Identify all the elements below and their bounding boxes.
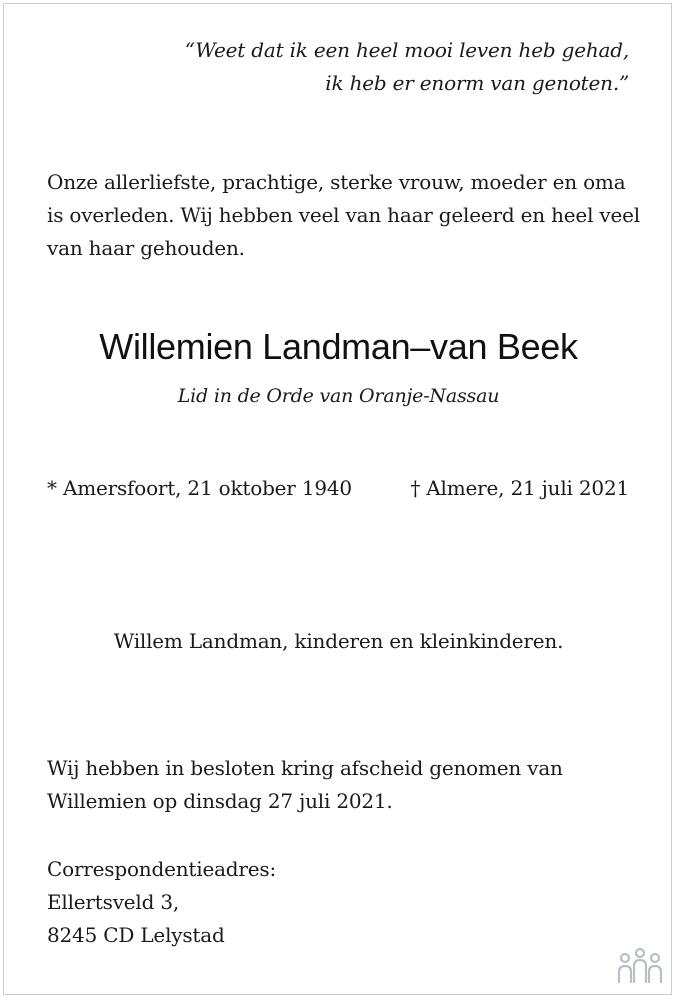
intro-line-2: is overleden. Wij hebben veel van haar geleerd en heel veel [47,203,640,227]
farewell-paragraph [47,752,563,818]
intro-line-3: van haar gehouden. [47,236,245,260]
correspondence-address [47,853,276,952]
intro-line-1: Onze allerliefste, prachtige, sterke vrouw, moeder en oma [47,170,626,194]
birth-date: * Amersfoort, 21 oktober 1940 [47,476,352,500]
deceased-name: Willemien Landman–van Beek [99,326,578,367]
intro-paragraph [47,166,640,265]
address-label: Correspondentieadres: [47,857,277,881]
family-signature: Willem Landman, kinderen en kleinkinderen. [113,629,564,653]
deceased-title: Lid in de Orde van Oranje-Nassau [177,385,500,407]
address-city: 8245 CD Lelystad [47,923,225,947]
address-street: Ellertsveld 3, [47,890,180,914]
opening-quote [185,34,629,100]
death-date: † Almere, 21 juli 2021 [410,476,629,500]
quote-line-1: “Weet dat ik een heel mooi leven heb gehad, [184,38,629,62]
people-group-icon [617,946,663,986]
farewell-line-1: Wij hebben in besloten kring afscheid genomen van [47,756,563,780]
farewell-line-2: Willemien op dinsdag 27 juli 2021. [47,789,393,813]
quote-line-2: ik heb er enorm van genoten.” [325,71,629,95]
